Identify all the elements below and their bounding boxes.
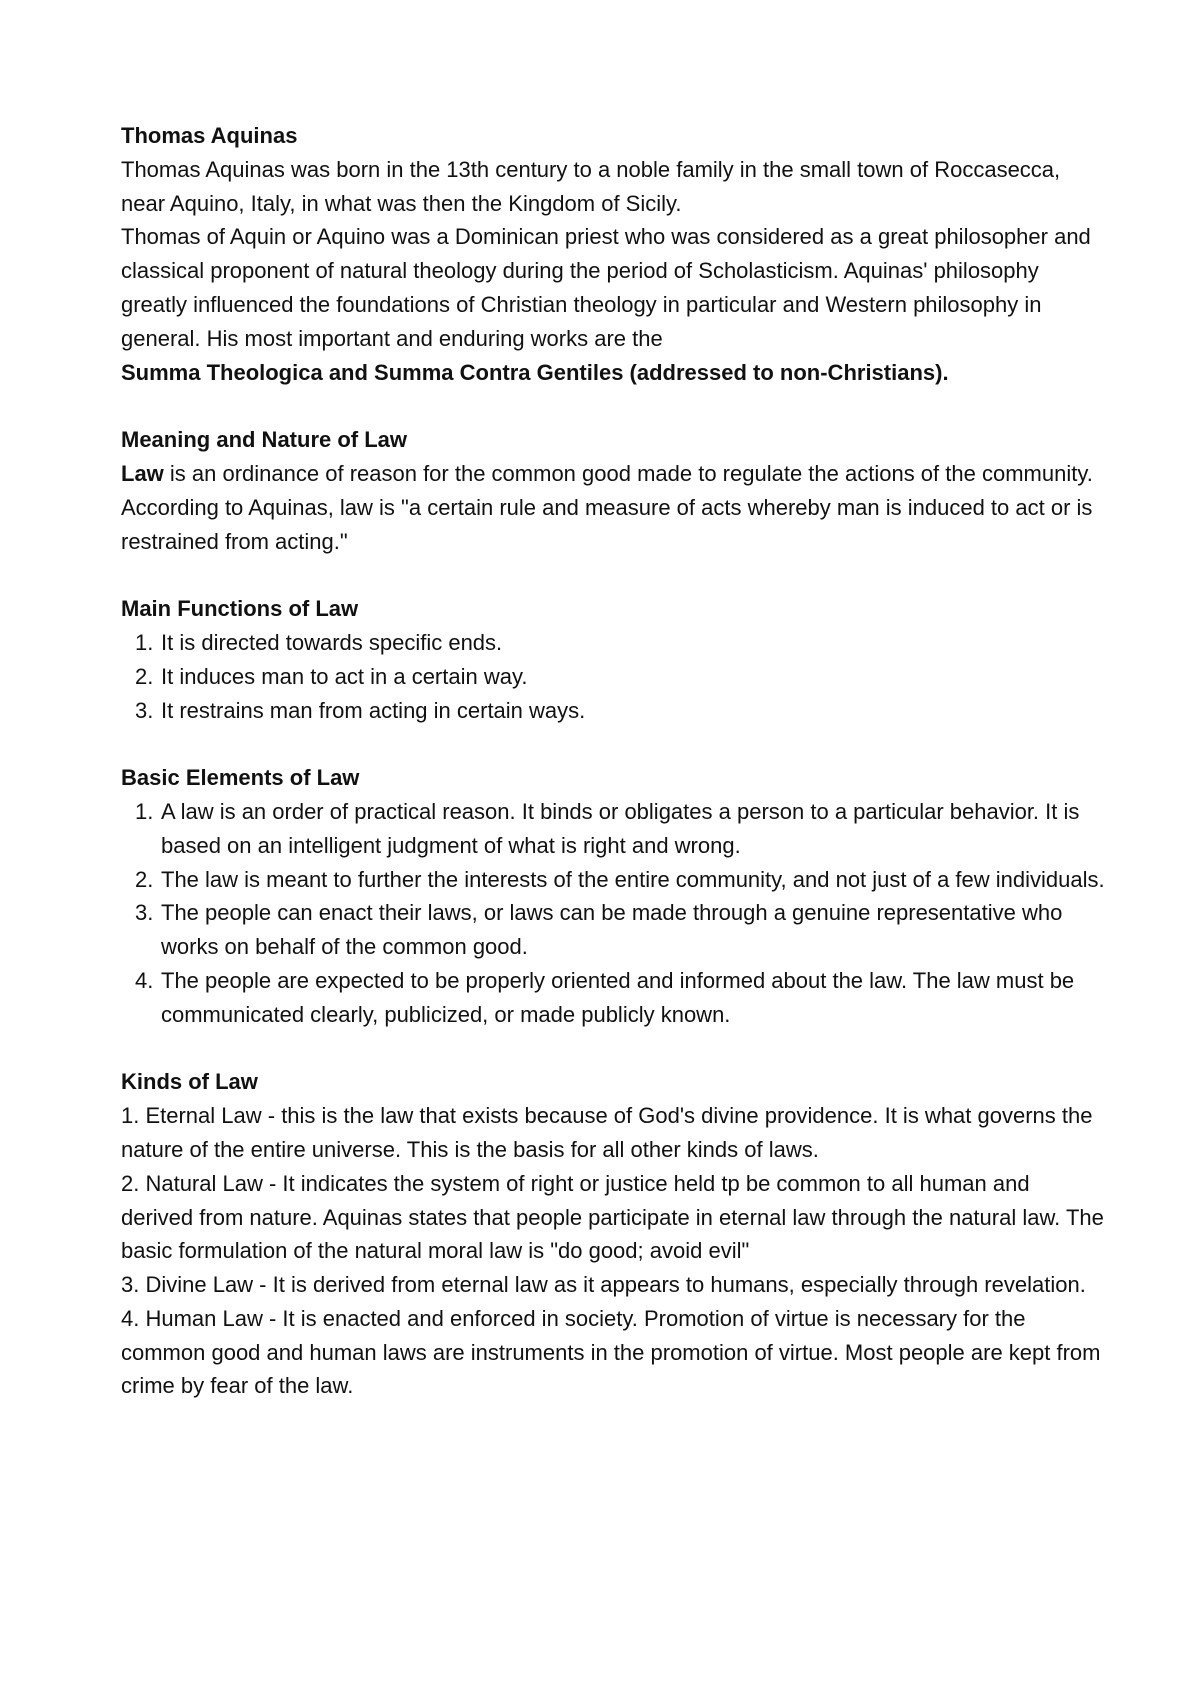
law-definition-text: is an ordinance of reason for the common good made to regulate the actions of the community. According to Aquinas, law is "a certain rule and measure of acts whereby man is induced to act or is restrained from acting." [121, 460, 1093, 554]
list-item-text: The law is meant to further the interests of the entire community, and not just of a few individuals. [161, 866, 1105, 892]
list-item-text: It induces man to act in a certain way. [161, 663, 528, 689]
section-heading-elements: Basic Elements of Law [121, 765, 360, 791]
list-item [121, 795, 1106, 863]
paragraph-birth: Thomas Aquinas was born in the 13th century to a noble family in the small town of Roccasecca, near Aquino, Italy, in what was then the Kingdom of Sicily. [121, 156, 1061, 216]
functions-list [121, 626, 1106, 727]
list-item-text: A law is an order of practical reason. It binds or obligates a person to a particular behavior. It is based on an intelligent judgment of what is right and wrong. [161, 798, 1080, 858]
list-number: 1. [135, 798, 154, 824]
kind-eternal-law: 1. Eternal Law - this is the law that exists because of God's divine providence. It is what governs the nature of the entire universe. This is the basis for all other kinds of laws. [121, 1103, 1093, 1162]
list-number: 2. [135, 866, 154, 892]
list-item-text: It is directed towards specific ends. [161, 629, 503, 655]
list-item-text: It restrains man from acting in certain ways. [161, 697, 586, 723]
section-heading-meaning: Meaning and Nature of Law [121, 427, 408, 453]
list-item [121, 896, 1106, 964]
list-item [121, 626, 1106, 660]
list-item [121, 660, 1106, 694]
list-item [121, 694, 1106, 728]
spacer [121, 389, 1106, 423]
list-number: 1. [135, 629, 154, 655]
list-number: 3. [135, 697, 154, 723]
section-heading-kinds: Kinds of Law [121, 1069, 258, 1095]
spacer [121, 1032, 1106, 1066]
section-heading-functions: Main Functions of Law [121, 596, 359, 622]
spacer [121, 727, 1106, 761]
list-item-text: The people can enact their laws, or laws can be made through a genuine representative who works on behalf of the common good. [161, 900, 1063, 960]
kind-divine-law: 3. Divine Law - It is derived from eternal law as it appears to humans, especially through revelation. [121, 1272, 1086, 1298]
list-item [121, 964, 1106, 1032]
paragraph-dominican [121, 220, 1106, 389]
list-number: 3. [135, 900, 154, 926]
paragraph-dominican-text: Thomas of Aquin or Aquino was a Dominican priest who was considered as a great philosopher and classical proponent of natural theology during the period of Scholasticism. Aquinas' philosophy greatly influenced the foundations of Christian theology in particular and Western philosophy in general. His most important and enduring works are the [121, 224, 1091, 351]
spacer [121, 558, 1106, 592]
kind-human-law: 4. Human Law - It is enacted and enforced in society. Promotion of virtue is necessary for the common good and human laws are instruments in the promotion of virtue. Most people are kept from crime by fear of the law. [121, 1305, 1101, 1399]
kind-natural-law: 2. Natural Law - It indicates the system of right or justice held tp be common to all human and derived from nature. Aquinas states that people participate in eternal law through the natural law. The basic formulation of the natural moral law is "do good; avoid evil" [121, 1170, 1104, 1264]
document-body [121, 119, 1106, 1403]
law-term: Law [121, 460, 164, 486]
list-number: 4. [135, 967, 154, 993]
elements-list [121, 795, 1106, 1032]
works-title: Summa Theologica and Summa Contra Gentiles (addressed to non-Christians). [121, 359, 949, 385]
list-number: 2. [135, 663, 154, 689]
list-item [121, 863, 1106, 897]
list-item-text: The people are expected to be properly oriented and informed about the law. The law must be communicated clearly, publicized, or made publicly known. [161, 967, 1075, 1027]
paragraph-law-definition [121, 457, 1106, 558]
section-heading-thomas-aquinas: Thomas Aquinas [121, 123, 298, 148]
